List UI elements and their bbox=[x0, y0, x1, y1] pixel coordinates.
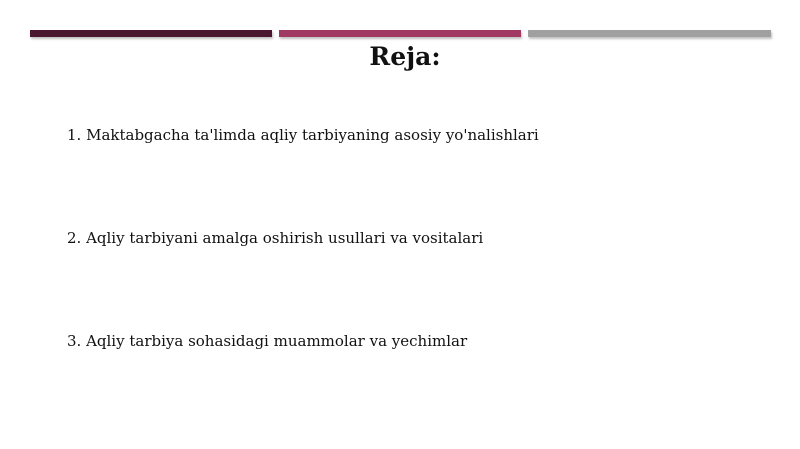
plan-item-3: 3. Aqliy tarbiya sohasidagi muammolar va yechimlar bbox=[67, 332, 468, 350]
plan-item-2: 2. Aqliy tarbiyani amalga oshirish usullari va vositalari bbox=[67, 229, 484, 247]
accent-bar-gray bbox=[528, 30, 771, 37]
accent-bar-dark bbox=[30, 30, 272, 37]
accent-bar-magenta bbox=[279, 30, 521, 37]
slide-title: Reja: bbox=[369, 42, 441, 71]
plan-item-1: 1. Maktabgacha ta'limda aqliy tarbiyaning asosiy yo'nalishlari bbox=[67, 126, 539, 144]
